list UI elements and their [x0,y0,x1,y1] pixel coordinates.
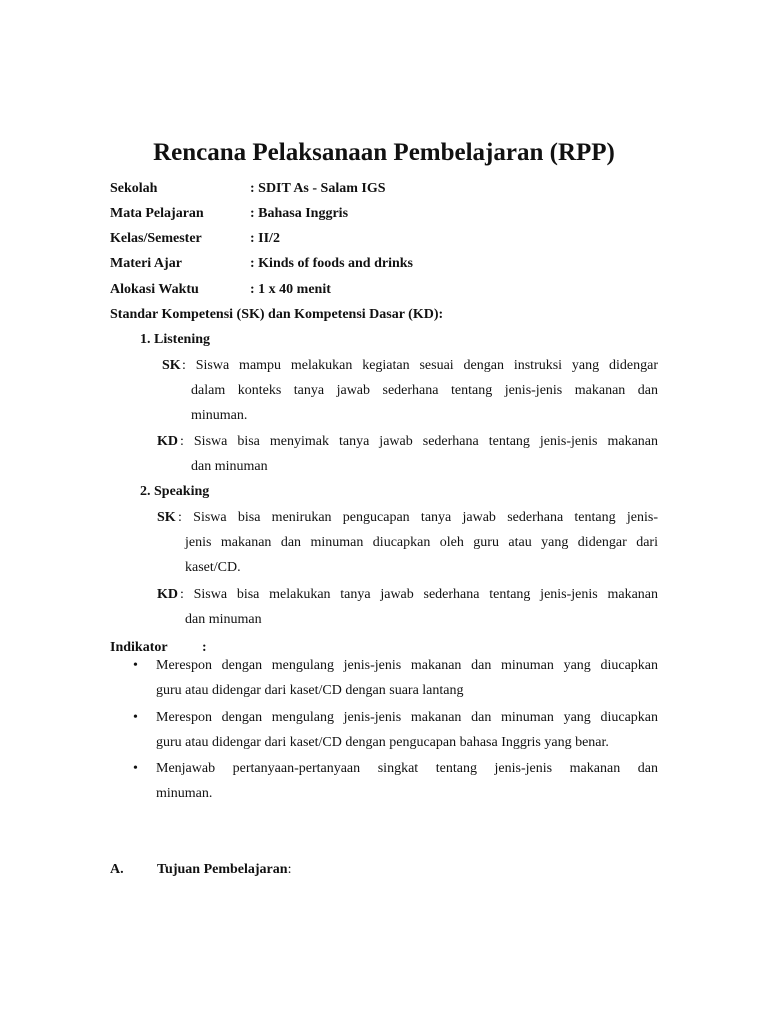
indikator-item-1-line-2: guru atau didengar dari kaset/CD dengan suara lantang [156,683,464,698]
listening-sk-line-2: dalam konteks tanya jawab sederhana tentang jenis-jenis makanan dan [191,383,658,398]
bullet-icon: • [133,761,138,776]
indikator-colon: : [202,640,207,655]
indikator-item-1-line-1: Merespon dengan mengulang jenis-jenis makanan dan minuman yang diucapkan [156,658,658,673]
page-title: Rencana Pelaksanaan Pembelajaran (RPP) [153,139,615,166]
bullet-icon: • [133,710,138,725]
identity-value-sekolah: : SDIT As - Salam IGS [250,181,386,196]
speaking-sk-line-3: kaset/CD. [185,560,241,575]
speaking-kd-line-2: dan minuman [185,612,262,627]
identity-label-materi-ajar: Materi Ajar [110,256,182,271]
listening-sk-line-1: : Siswa mampu melakukan kegiatan sesuai dengan instruksi yang didengar [182,358,658,373]
listening-sk-tag: SK [162,358,181,373]
speaking-sk-line-1: : Siswa bisa menirukan pengucapan tanya jawab sederhana tentang jenis- [178,510,658,525]
listening-kd-line-2: dan minuman [191,459,268,474]
speaking-sk-line-2: jenis makanan dan minuman diucapkan oleh guru atau yang didengar dari [185,535,658,550]
tujuan-heading: Tujuan Pembelajaran [157,862,288,877]
tujuan-heading-wrap [157,861,291,879]
identity-value-alokasi-waktu: : 1 x 40 menit [250,282,331,297]
bullet-icon: • [133,658,138,673]
identity-value-materi-ajar: : Kinds of foods and drinks [250,256,414,271]
identity-label-mata-pelajaran: Mata Pelajaran [110,206,204,221]
speaking-sk-tag: SK [157,510,176,525]
indikator-item-2-line-1: Merespon dengan mengulang jenis-jenis makanan dan minuman yang diucapkan [156,710,658,725]
speaking-kd-line-1: : Siswa bisa melakukan tanya jawab sederhana tentang jenis-jenis makanan [180,587,658,602]
identity-label-alokasi-waktu: Alokasi Waktu [110,282,199,297]
listening-sk-line-3: minuman. [191,408,248,423]
identity-label-kelas-semester: Kelas/Semester [110,231,202,246]
standar-kompetensi-heading: Standar Kompetensi (SK) dan Kompetensi Dasar (KD): [110,307,444,322]
section-heading-listening: 1. Listening [140,332,211,347]
identity-label-sekolah: Sekolah [110,181,158,196]
identity-value-kelas-semester: : II/2 [250,231,280,246]
listening-kd-line-1: : Siswa bisa menyimak tanya jawab sederhana tentang jenis-jenis makanan [180,434,658,449]
tujuan-letter: A. [110,862,124,877]
identity-value-mata-pelajaran: : Bahasa Inggris [250,206,349,221]
section-heading-speaking: 2. Speaking [140,484,210,499]
indikator-item-3-line-2: minuman. [156,786,213,801]
indikator-label: Indikator [110,640,168,655]
indikator-item-2-line-2: guru atau didengar dari kaset/CD dengan pengucapan bahasa Inggris yang benar. [156,735,609,750]
indikator-item-3-line-1: Menjawab pertanyaan-pertanyaan singkat tentang jenis-jenis makanan dan [156,761,658,776]
tujuan-colon: : [287,862,292,877]
speaking-kd-tag: KD [157,587,178,602]
listening-kd-tag: KD [157,434,178,449]
